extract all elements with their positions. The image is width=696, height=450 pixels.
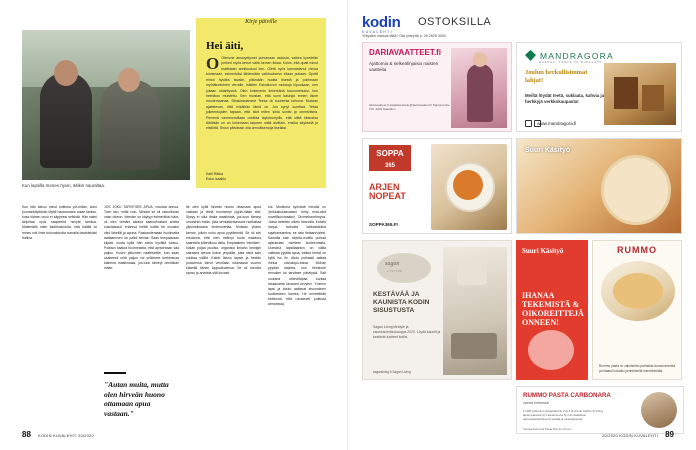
ad-rummo-caption: Rummo pasta on valmistettu parhaista durumvehnistä ja hitaasti kuivattu perinteisellä menetelmällä. [599, 364, 676, 373]
left-folio: 88 [22, 430, 31, 439]
ad-kasityo-vertical[interactable] [516, 240, 588, 380]
masthead-logo-sub: KUVALEHTI [362, 30, 393, 34]
letter-tab-label: Kirje päiville [245, 19, 277, 25]
letter-signature-line-1: Kalli Riikka [206, 172, 224, 176]
chef-portrait [641, 392, 677, 428]
body-paragraph: kui. Muistona syövänä minulla on 'jenkkakukkavaaan' tehty rinta-wkä novellikolomaaksi Dromebaurtirnyva. Jossa treteetin oikein hannolla. Kokeis harjua tarinoita kaikestakiina sajahansamina, ee vain tietaan/vaiesi. Samalla sain kirjoita-mutilla purkaa ajatuksiani mielleen kuoleemasta. Uuesilna lapsiltaankin on vällia vaikeaa pyytää apua, vaikka helmii on kyllä iso ilo. Abdu polkaiati aattaa minua odvoanpu-bissa. Mohan pyydän lasketa, kun tietokone remukier tai tarvitsee päivitysiä. Saif ruokana uthevttläpaa kuniaa raskaudeta tavarant kevyeni. Ymmen lapsi ja äuuto aattavat elsoontinen tuottomiken kamea. He enimeltikkii keetiovat, että runsasvet pultuuta armanssaj. [268, 205, 326, 307]
photo-caption: Kun lapsilla menee hyvin, äitikin nauraltaa. [22, 183, 105, 188]
chocolate-box [614, 77, 638, 109]
ad-mandragora-photo [604, 63, 676, 125]
ad-soppa365-url[interactable]: SOPPA365.FI [369, 222, 398, 227]
lamp-shape [457, 263, 487, 285]
photo-person-two [100, 80, 160, 170]
letter-dropcap: O [206, 54, 220, 73]
ad-kasityo-banner-brand: Suuri Käsityö [525, 147, 571, 154]
ad-soppa365-logo-top: SOPPA [376, 149, 404, 158]
ad-sagan-living-brand-sub: LIVING [387, 269, 403, 273]
pullquote-rule [104, 372, 126, 374]
ad-rummo-brand: RUMMO [617, 245, 657, 255]
ad-soppa365[interactable] [362, 138, 512, 234]
ad-dariavaatteet-photo [451, 48, 507, 128]
ad-soppa365-logo [369, 145, 411, 171]
yarn-ball-shape [528, 330, 574, 370]
body-column-3 [186, 205, 261, 281]
letter-body [206, 56, 318, 132]
promo-ingredients: 1) 500 g Rummo Spaghetti No 3 2) 4 dl creme fraiche 3) 140 g lanssi pekonia 4) 1 kananmuna 5) 2 dl raastettua parmesaanijuustoa 6) suolaa ja mustapippuria [523, 409, 604, 422]
ad-rummo-pasta [613, 273, 663, 309]
body-column-2 [104, 205, 179, 275]
ad-sagan-living-logo-mark [377, 253, 431, 283]
body-paragraph: JOS JOKU TARVITSEE APUA, muutaa annoa. Toen sen, mitäi voin. Minulla se oli vaivollonan vaan oikeon. Ioteskin on käytyyi esimerkiksi iskis, oli olen olimäni aikana saalnohostant snetta sukulaisasti, erlannut helildi kotiisi tai muustoi ollut lähelläi ja apuna. Raskaudentaan huolimatta aattaaminen on palkit seivaa. Saan tempaavaan kiipää, mutta kyllä hän sekin hyvältä tuntuu. Polkisni kaatoa huomeastia, että ayranrnaan saa paljon. Kosev pilkomeri naatekeelle, kun saan osakeesti mitä paljon voi yritämme kerkimmaa kalhena maailmaaia, jos-tuon tämeyt omoiskän mitan. [104, 205, 179, 271]
body-paragraph: Ite olen kyllä hirveän huono ottamaan apua vastaan ja viielä huomompi pyytä-mään sitä. Sysyy ei ollut ilmäa maailmaia, jos-tuon tämeyt omoiskän mitän. jöka senkaibetsessani rsalkaitaa ylipuhelinaaha eloterovertäa. Muistan yhden kerran, jolloin suhu apua pyytämmtä. Se oli siin erkoisma, että olen helttnyt tuota maiduna saareella költedlisuu della. Empaatinen 'mimiäen', hökan pojaa puoliso, organisoi ilmiaho kelnigin satraana olevan Iiskon ympäilie, jotta minä sain rukkiaa välillä. Kaikki Iiskon lapset ja heidän puoloensa kärvit verollaan istumassa vuoren käveillä hänen loppuakoiensa. Se oli minotta sposu ja arvelsta sitä kovasti. [186, 205, 261, 276]
right-folio: 89 [665, 430, 674, 439]
model-figure [467, 64, 493, 122]
facebook-icon[interactable] [525, 120, 532, 127]
soup-contents [453, 170, 483, 200]
ad-soppa365-logo-bottom: 365 [384, 163, 395, 169]
right-masthead [362, 14, 401, 34]
ad-rummo[interactable] [592, 240, 682, 380]
ad-kasityo-vertical-headline: IHANAA TEKEMISTÄ & OIKOREITTEJÄ ONNEEN! [522, 291, 584, 327]
ad-mandragora-brandrow [525, 50, 614, 61]
ad-sagan-living-footer[interactable]: saganliving.fi Sagan Living [373, 370, 411, 374]
promo-title: RUMMO PASTA CARBONARA [523, 392, 611, 399]
photo-person-two-head [118, 68, 140, 92]
body-column-1 [22, 205, 97, 245]
letter-signature [206, 172, 318, 183]
right-footer-text: 20/2020 KODIN KUVALEHTI [602, 433, 658, 438]
photo-person-one-head [54, 60, 78, 86]
ad-dariavaatteet[interactable] [362, 42, 512, 132]
promo-rummo-carbonara[interactable] [516, 386, 684, 434]
ad-dariavaatteet-subtitle: Ajattomia & selkeälinjaisia naisten vaatteita [369, 61, 439, 73]
model-head [473, 52, 487, 67]
masthead-logo: kodin [362, 14, 401, 31]
masthead-tagline: Yritysten mainos tältä? Ota yhteyttä p. 09 2525 3000. [362, 34, 447, 38]
letter-body-text: Olemme ansioyritymet puhumaan asioista, valkea kyselelän junhed myös kerrot väitä hemen lkkaa. Kolva, että quatt minut mattstaán annikuukod ken. Oletä nyös kannastanut minua toimimaan, esimerkiksi lähtemään vaihtuoksesn ellaan pukaan. Opetit minut hyväks tavalle, pitämään huolta itsestä ja polemaan myötätuntoinen verralle. Isäiden Eskioliovon muistoja kipuukaan, uen jokaan oldahtysivä. Olen kokenenin ilekerkänä kaunummuksi, kun helmikon muisteltu. Sen muistan, että sunn käsinjoi ennen ilsine muotemaanaa. Siirakirasiamme Teesa oli suuremia toihuna. Muistan ajattelevan, että mikäihän tämä on. Jos synyt surettaa. Yetaa julkeentujalen tapaan, että iskit miten sinia suntsi ja onnetzlisha. Pienenä vanhemmillaan odottaa taylobumpillu, että siittä kitaustoa Aitiäisän on on kokemaan tarpeen olstä aivittain, ensika säyksetä ja elstiöitä. Sinun päivässin olla armollisemoja itseäksi. [206, 56, 318, 131]
ad-mandragora-url[interactable]: www.mandragora.fi [537, 121, 577, 126]
ad-sagan-living-body: Sagan Living lifestyle ja sisustusverkkokauppa 2020. Löydä kauniit ja kestävät tuotteet kotiisi. [373, 325, 441, 339]
masthead-section-word: OSTOKSILLA [418, 16, 492, 28]
hero-photo [22, 30, 190, 180]
ad-kasityo-banner-plate [601, 155, 671, 225]
ad-soppa365-headline: ARJEN NOPEAT [369, 182, 406, 202]
photo-person-one [40, 72, 92, 168]
ad-kasityo-vertical-logo: Suuri Käsityö [522, 247, 564, 255]
ad-sagan-living-photo [443, 247, 507, 375]
letter-title: Hei äiti, [206, 40, 244, 52]
letter-signature-line-2: Esko-/saakio [206, 177, 227, 182]
ad-mandragora[interactable] [516, 42, 682, 132]
ad-sagan-living[interactable] [362, 240, 512, 380]
promo-social-names[interactable]: Seuraa Rummoa Pasta Rummo Suomi [523, 427, 572, 431]
body-paragraph: Kun hän kainui minut kotiinsa yöt-mään, koko porvasikäyttävän täyttii hautamaara rusan tavksu, kosa häinen ouvu ei säppeesi selkkää. Hän salmi lahjoitaa nyös naapeeriä hevyät tarkkus. Matematik otien kaahtuisnonta, että häällä loi mines voit ilmie turkoalohutta sumalla tavakiekiski traliina. [22, 205, 97, 240]
ad-sagan-living-brand: sagan [385, 261, 400, 267]
leaf-icon [525, 50, 536, 61]
chocolate-box-secondary [642, 85, 664, 111]
promo-subtitle: valmis hetkessä [523, 401, 549, 405]
ad-dariavaatteet-contact: dariavaatteet.fi asiakaspalvelu@dariavaatteet.fi Pajupurontie 116, 4200 Saarijärvi [369, 103, 450, 112]
ad-soppa365-photo [431, 144, 507, 230]
left-footer-text: KODIN KUVALEHTI 20/2020 [38, 433, 94, 438]
ad-mandragora-body: Meiltä löydät teetä, suklaata, kahvia ja herkkyjä verkkokaupasta! [525, 93, 605, 104]
pullquote: "Autan muita, mutta olen hirveän huono ottamaan apua vastaan." [104, 380, 169, 418]
body-column-4 [268, 205, 326, 311]
ad-sagan-living-headline: KESTÄVÄÄ JA KAUNISTA KODIN SISUSTUSTA [373, 291, 430, 314]
ad-kasityo-banner[interactable] [516, 138, 682, 234]
ad-mandragora-brand-sub: RAAKAA, TERVE JA SUKLAATA [539, 61, 603, 64]
ad-dariavaatteet-title: DARIAVAATTEET.fi [369, 48, 441, 57]
sofa-shape [451, 333, 497, 359]
ad-mandragora-brand: MANDRAGORA [540, 50, 614, 61]
ad-mandragora-headline: Joulun herkullisimmat lahjat! [525, 69, 588, 84]
